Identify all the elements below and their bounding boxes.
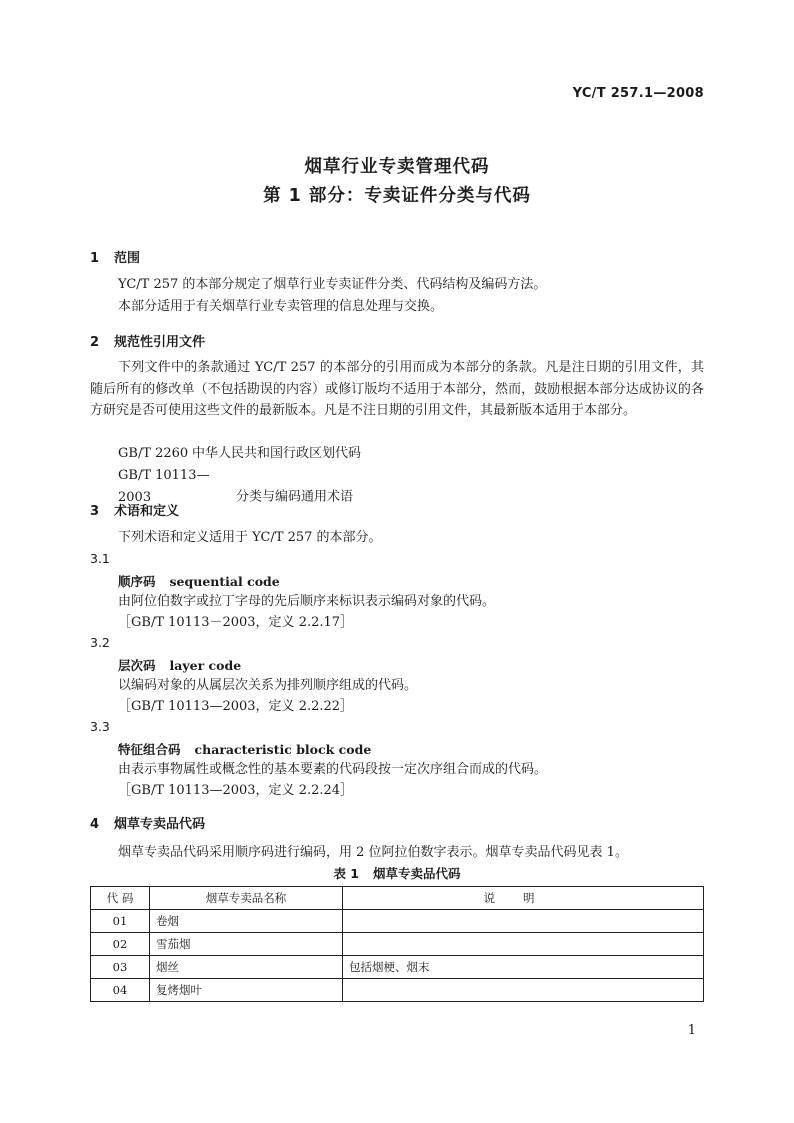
document-subtitle: 第 1 部分：专卖证件分类与代码: [263, 186, 531, 206]
reference-title: 分类与编码通用术语: [236, 489, 354, 505]
term-source: ［GB/T 10113－2003，定义 2.2.17］: [118, 615, 354, 630]
cell-description: [343, 910, 704, 933]
term-english: characteristic block code: [194, 742, 372, 757]
cell-name: 卷烟: [150, 910, 343, 933]
table-header-row: [91, 887, 704, 910]
clause-number: 3.2: [90, 635, 110, 650]
section-title: 规范性引用文件: [114, 335, 206, 350]
clause-number: 3.1: [90, 551, 110, 566]
term-entry: [118, 740, 371, 758]
section-heading-monopoly-codes: [90, 813, 205, 832]
reference-code: GB/T 2260: [118, 446, 189, 461]
term-entry: [118, 656, 241, 674]
table-caption-title: 烟草专卖品代码: [373, 866, 461, 881]
section-heading-normative-references: [90, 331, 205, 350]
monopoly-codes-paragraph: 烟草专卖品代码采用顺序码进行编码，用 2 位阿拉伯数字表示。烟草专卖品代码见表 1。: [118, 845, 628, 860]
clause-number: 3.3: [90, 719, 110, 734]
cell-code: 01: [91, 910, 150, 933]
table-caption-label: 表 1: [333, 866, 360, 881]
section-number: 2: [90, 335, 100, 350]
references-paragraph: 下列文件中的条款通过 YC/T 257 的本部分的引用而成为本部分的条款。凡是注日期的引用文件，其随后所有的修改单（不包括勘误的内容）或修订版均不适用于本部分，然而，鼓励根据本部分达成协议的各方研究是否可使用这些文件的最新版本。凡是不注日期的引用文件，其最新版本适用于本部分。: [90, 360, 704, 418]
scope-paragraph-2: 本部分适用于有关烟草行业专卖管理的信息处理与交换。: [118, 299, 444, 314]
scope-paragraph-1: YC/T 257 的本部分规定了烟草行业专卖证件分类、代码结构及编码方法。: [118, 277, 547, 292]
reference-code: GB/T 10113—2003: [118, 468, 210, 505]
term-english: sequential code: [169, 574, 280, 589]
cell-code: 02: [91, 933, 150, 956]
term-definition: 由阿位伯数字或拉丁字母的先后顺序来标识表示编码对象的代码。: [118, 594, 496, 609]
term-definition: 由表示事物属性或概念性的基本要素的代码段按一定次序组合而成的代码。: [118, 762, 548, 777]
term-entry: [118, 572, 280, 590]
section-heading-scope: [90, 247, 140, 266]
table-caption: [0, 864, 794, 882]
table-row: [91, 910, 704, 933]
section-title: 范围: [114, 251, 141, 266]
section-number: 4: [90, 817, 100, 832]
terms-intro-paragraph: 下列术语和定义适用于 YC/T 257 的本部分。: [118, 530, 382, 545]
term-chinese: 特征组合码: [118, 742, 181, 757]
tobacco-products-code-table: [90, 886, 704, 1002]
section-number: 3: [90, 504, 100, 519]
column-header-code: 代 码: [91, 887, 150, 910]
cell-description: 包括烟梗、烟末: [343, 956, 704, 979]
standard-number: YC/T 257.1—2008: [572, 86, 704, 101]
term-chinese: 顺序码: [118, 574, 156, 589]
term-definition: 以编码对象的从属层次关系为排列顺序组成的代码。: [118, 678, 418, 693]
table-row: [91, 956, 704, 979]
term-source: ［GB/T 10113—2003，定义 2.2.22］: [118, 699, 354, 714]
table-row: [91, 933, 704, 956]
section-title: 烟草专卖品代码: [114, 817, 206, 832]
section-number: 1: [90, 251, 100, 266]
column-header-name: 烟草专卖品名称: [150, 887, 343, 910]
cell-name: 雪茄烟: [150, 933, 343, 956]
table-row: [91, 979, 704, 1002]
term-source: ［GB/T 10113—2003，定义 2.2.24］: [118, 783, 354, 798]
column-header-description: 说明: [343, 887, 704, 910]
cell-code: 04: [91, 979, 150, 1002]
reference-title: 中华人民共和国行政区划代码: [192, 446, 362, 461]
document-title: 烟草行业专卖管理代码: [304, 157, 490, 177]
cell-code: 03: [91, 956, 150, 979]
cell-name: 复烤烟叶: [150, 979, 343, 1002]
reference-item: [90, 443, 704, 465]
term-chinese: 层次码: [118, 658, 156, 673]
reference-item: [90, 465, 704, 508]
term-english: layer code: [169, 658, 242, 673]
page-number: 1: [687, 1023, 696, 1038]
cell-name: 烟丝: [150, 956, 343, 979]
section-heading-terms: [90, 500, 179, 519]
section-title: 术语和定义: [114, 504, 180, 519]
cell-description: [343, 979, 704, 1002]
cell-description: [343, 933, 704, 956]
